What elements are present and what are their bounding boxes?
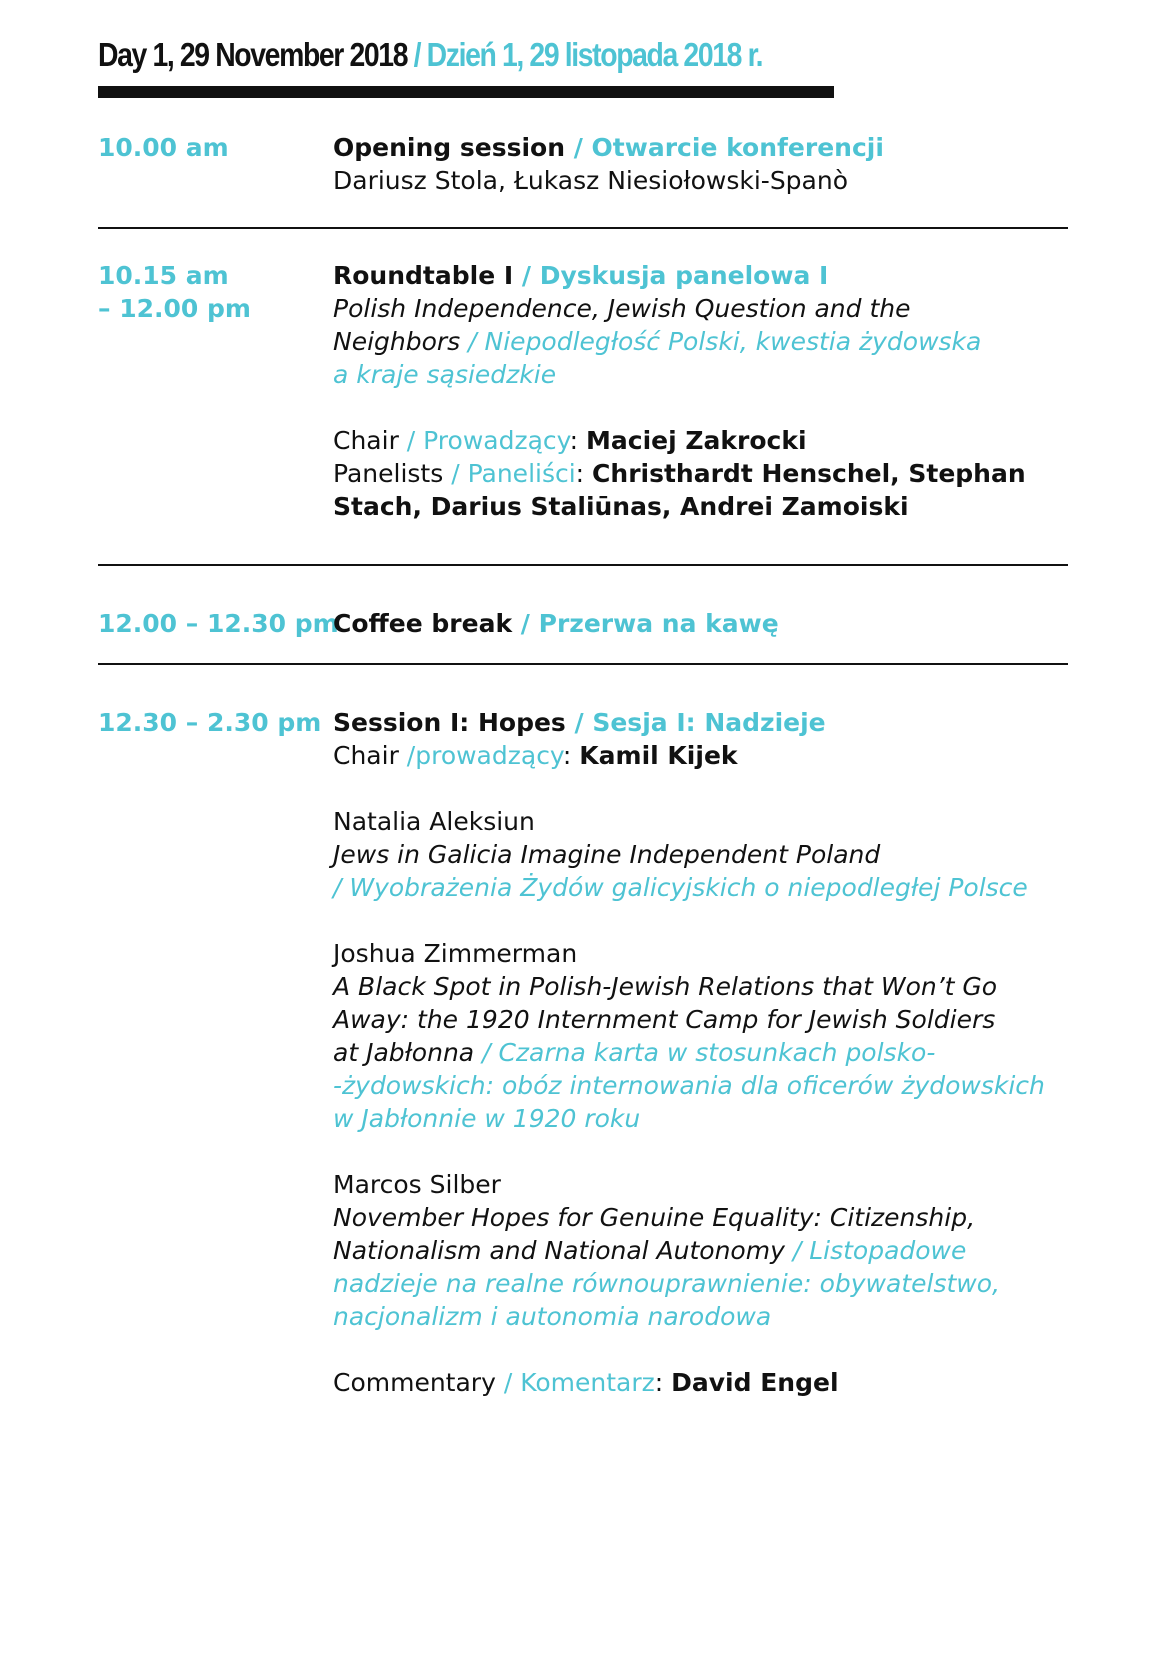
commentary-name: David Engel: [671, 1368, 839, 1397]
chair-name: Maciej Zakrocki: [586, 426, 807, 455]
divider: [98, 227, 1068, 229]
coffee-break: [333, 607, 1073, 640]
talk-title-en: at Jabłonna: [333, 1038, 475, 1067]
talk-title-en: Jews in Galicia Imagine Independent Poland: [333, 840, 881, 869]
divider: [98, 564, 1068, 566]
session-one: Session I: Hopes / Sesja I: Nadzieje Chair /prowadzący: Kamil Kijek Natalia Aleksiun Jews in Galicia Imagine Independent Poland / Wyobrażenia Żydów galicyjskich o niepodległej Polsce Joshua Zimmerman A Black Spot in Polish-Jewish Relations that Won’t Go Away: the 1920 Internment Camp for Jewish Soldiers at Jabłonna / Czarna karta w stosunkach polsko- -żydowskich: obóz internowania dla oficerów żydowskich w Jabłonnie w 1920 roku Marcos Silber November Hopes for Genuine Equality: Citizenship, Nationalism and National Autonomy / Listopadowe nadzieje na realne równouprawnienie: obywatelstwo, nacjonalizm i autonomia narodowa Commentary / Komentarz: David Engel: [333, 706, 1073, 1399]
session-title-en: Session I: Hopes: [333, 708, 566, 737]
roundtable-time: [98, 259, 328, 325]
opening-title-pl: / Otwarcie konferencji: [565, 133, 884, 162]
roundtable-session: Roundtable I / Dyskusja panelowa I Polish Independence, Jewish Question and the Neighbors / Niepodległość Polski, kwestia żydowska a kraje sąsiedzkie Chair / Prowadzący: Maciej Zakrocki Panelists / Paneliści: Christhardt Henschel, Stephan Stach, Darius Staliūnas, Andrei Zamoiski: [333, 259, 1073, 523]
session-chair-label-en: Chair: [333, 741, 407, 770]
coffee-title-en: Coffee break: [333, 609, 513, 638]
talk-item: [333, 805, 1073, 904]
roundtable-title-pl: / Dyskusja panelowa I: [513, 261, 829, 290]
chair-label-pl: / Prowadzący: [398, 426, 570, 455]
title-polish: / Dzień 1, 29 listopada 2018 r.: [413, 36, 763, 73]
panelists-label-en: Panelists: [333, 459, 444, 488]
opening-speakers: Dariusz Stola, Łukasz Niesiołowski-Spanò: [333, 166, 849, 195]
talk-title-en: A Black Spot in Polish-Jewish Relations that Won’t Go: [333, 972, 998, 1001]
roundtable-time-end: – 12.00 pm: [98, 294, 251, 323]
title-underline: [98, 86, 834, 98]
session-time: 12.30 – 2.30 pm: [98, 708, 322, 737]
roundtable-topic-pl: / Niepodległość Polski, kwestia żydowska: [460, 327, 982, 356]
talk-speaker: Natalia Aleksiun: [333, 807, 535, 836]
talk-title-pl: w Jabłonnie w 1920 roku: [333, 1104, 641, 1133]
panelists-label-pl: / Paneliści: [443, 459, 576, 488]
roundtable-topic-line1: Polish Independence, Jewish Question and the: [333, 294, 911, 323]
title-english: Day 1, 29 November 2018: [98, 36, 408, 73]
panelists-names-line2: Stach, Darius Staliūnas, Andrei Zamoiski: [333, 492, 909, 521]
roundtable-topic-pl-line3: a kraje sąsiedzkie: [333, 360, 557, 389]
coffee-time: 12.00 – 12.30 pm: [98, 609, 339, 638]
opening-time: 10.00 am: [98, 133, 229, 162]
talk-speaker: Joshua Zimmerman: [333, 939, 578, 968]
talk-speaker: Marcos Silber: [333, 1170, 501, 1199]
roundtable-title-en: Roundtable I: [333, 261, 514, 290]
chair-label-en: Chair: [333, 426, 399, 455]
commentary-label-en: Commentary: [333, 1368, 496, 1397]
talk-item: [333, 1168, 1073, 1333]
talk-title-pl: nacjonalizm i autonomia narodowa: [333, 1302, 772, 1331]
talk-item: [333, 937, 1073, 1135]
divider: [98, 663, 1068, 665]
coffee-title-pl: / Przerwa na kawę: [512, 609, 779, 638]
opening-title-en: Opening session: [333, 133, 566, 162]
commentary: Commentary / Komentarz: David Engel: [333, 1368, 839, 1397]
talk-title-en: Nationalism and National Autonomy: [333, 1236, 785, 1265]
talk-title-pl: -żydowskich: obóz internowania dla oficerów żydowskich: [333, 1071, 1045, 1100]
talk-title-en: Away: the 1920 Internment Camp for Jewish Soldiers: [333, 1005, 996, 1034]
roundtable-time-start: 10.15 am: [98, 261, 229, 290]
commentary-label-pl: / Komentarz: [495, 1368, 655, 1397]
roundtable-topic-en: Neighbors: [333, 327, 461, 356]
session-chair-label-pl: /prowadzący: [406, 741, 563, 770]
talk-title-pl: / Listopadowe: [784, 1236, 967, 1265]
panelists-names-line1: Christhardt Henschel, Stephan: [592, 459, 1026, 488]
page-title: [98, 36, 762, 74]
talk-title-pl: / Czarna karta w stosunkach polsko-: [474, 1038, 936, 1067]
talk-title-pl: nadzieje na realne równouprawnienie: obywatelstwo,: [333, 1269, 1000, 1298]
session-chair-name: Kamil Kijek: [579, 741, 738, 770]
talk-title-en: November Hopes for Genuine Equality: Citizenship,: [333, 1203, 976, 1232]
opening-session: [333, 131, 1073, 197]
talk-title-pl: / Wyobrażenia Żydów galicyjskich o niepodległej Polsce: [333, 873, 1028, 902]
session-title-pl: / Sesja I: Nadzieje: [565, 708, 826, 737]
